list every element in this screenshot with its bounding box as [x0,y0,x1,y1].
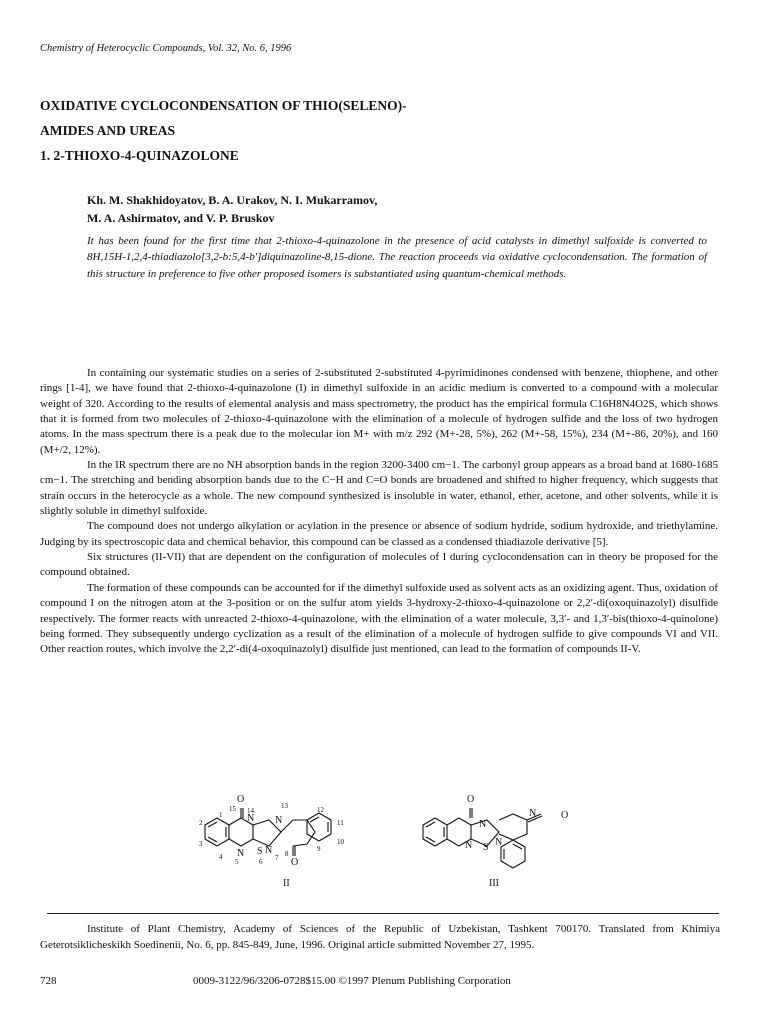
label-nitrogen-II-14: N [247,813,255,824]
article-title [40,93,700,168]
title-line-2: AMIDES AND UREAS [40,123,176,138]
label-pos-14: 14 [247,807,254,815]
footnote-divider [47,913,719,914]
label-pos-6: 6 [259,858,263,866]
paragraph-5: The formation of these compounds can be accounted for if the dimethyl sulfoxide used as solvent acts as an oxidizing agent. Thus, oxidation of compound I on the nitrogen atom at the 3-position or on the sulfur atom yields 3-hydroxy-2-thioxo-4-quinazolone or 2,2′-di(oxoquinazolyl) disulfide respectively. The former reacts with unreacted 2-thioxo-4-quinazolone, with the elimination of a water molecule, 3,3′- and 1,3′-bis(thioxo-4-quinolone) being formed. They subsequently undergo cyclization as a result of the elimination of a molecule of hydrogen sulfide to give compounds VI and VII. Other reaction routes, which involve the 2,2′-di(4-oxoquinazolyl) disulfide just mentioned, can lead to the formation of compounds II-V. [40,581,718,656]
label-pos-10: 10 [337,838,344,846]
paragraph-1: In containing our systematic studies on a series of 2-substituted 2-substituted 4-pyrimidinones condensed with benzene, thiophene, and other rings [1-4], we have found that 2-thioxo-4-quinazolone (I) in dimethyl sulfoxide in an acidic medium is converted to a compound with a molecular weight of 320. According to the results of elemental analysis and mass spectrometry, the product has the empirical formula C16H8N4O2S, which shows that it is formed from two molecules of 2-thioxo-4-quinazolone with the elimination of a molecule of hydrogen sulfide and the loss of two hydrogen atoms. In the mass spectrum there is a peak due to the molecular ion M+ with m/z 292 (M+-28, 5%), 262 (M+-58, 15%), 234 (M+-86, 20%), and 160 (M+/2, 12%). [40,367,718,456]
label-pos-3: 3 [199,840,203,848]
authors-line-2: M. A. Ashirmatov, and V. P. Bruskov [87,211,275,225]
body-text [40,366,718,658]
label-pos-1: 1 [219,811,223,819]
structure-III [423,808,542,868]
label-nitrogen-III-4: N [529,808,537,819]
label-pos-11: 11 [337,819,344,827]
label-pos-15: 15 [229,805,236,813]
label-pos-4: 4 [219,853,223,861]
label-sulfur-II: S [257,846,263,857]
copyright-line: 0009-3122/96/3206-0728$15.00 ©1997 Plenum Publishing Corporation [193,975,511,987]
caption-II: II [283,878,290,889]
structures-figure [195,790,595,902]
journal-citation: Chemistry of Heterocyclic Compounds, Vol. 32, No. 6, 1996 [40,43,292,54]
paragraph-4: Six structures (II-VII) that are dependent on the configuration of molecules of I during cyclocondensation can in theory be proposed for the compound obtained. [40,551,718,579]
label-oxygen-III-right: O [561,810,569,821]
label-pos-13: 13 [281,802,288,810]
label-nitrogen-III-1: N [479,819,487,830]
title-line-1: OXIDATIVE CYCLOCONDENSATION OF THIO(SELENO)- [40,98,407,113]
chemical-structures-drawing [195,790,595,902]
abstract: It has been found for the first time that 2-thioxo-4-quinazolone in the presence of acid catalysts in dimethyl sulfoxide is converted to 8H,15H-1,2,4-thiadiazolo[3,2-b:5,4-b']diquinazoline-8,15-dione. The reaction proceeds via oxidative cyclocondensation. The formation of this structure in preference to five other proposed isomers is substantiated using quantum-chemical methods. [87,235,707,280]
label-oxygen-III-top: O [467,794,475,805]
authors [87,191,687,227]
label-pos-9: 9 [317,845,321,853]
footnote-text: Institute of Plant Chemistry, Academy of Sciences of the Republic of Uzbekistan, Tashkent 700170. Translated from Khimiya Geterotsiklicheskikh Soedinenii, No. 6, pp. 845-849, June, 1996. Original article submitted November 27, 1995. [40,923,720,951]
label-pos-8: 8 [285,850,289,858]
page-number: 728 [40,975,57,987]
authors-line-1: Kh. M. Shakhidoyatov, B. A. Urakov, N. I. Mukarramov, [87,193,378,207]
footnote [40,921,720,953]
label-pos-12: 12 [317,806,324,814]
label-nitrogen-III-3: N [495,837,503,848]
label-oxygen-II-top: O [237,794,245,805]
label-nitrogen-II-13: N [275,815,283,826]
label-nitrogen-III-2: N [465,840,473,851]
caption-III: III [489,878,499,889]
label-pos-7: 7 [275,854,279,862]
title-line-3: 1. 2-THIOXO-4-QUINAZOLONE [40,148,239,163]
paragraph-2: In the IR spectrum there are no NH absorption bands in the region 3200-3400 cm−1. The carbonyl group appears as a broad band at 1680-1685 cm−1. The stretching and bending absorption bands due to the C−H and C=O bonds are broadened and shifted to higher frequency, which suggests that strain occurs in the heterocycle as a whole. The new compound synthesized is insoluble in water, ethanol, ether, acetone, and other solvents, while it is slightly soluble in dimethyl sulfoxide. [40,459,718,518]
label-sulfur-III: S [483,842,489,853]
label-nitrogen-II-7: N [265,845,273,856]
label-pos-5: 5 [235,858,239,866]
label-oxygen-II-bottom: O [291,857,299,868]
paragraph-3: The compound does not undergo alkylation or acylation in the presence or absence of sodium hydride, sodium hydroxide, and triethylamine. Judging by its spectroscopic data and chemical behavior, this compound can be classed as a condensed thiadiazole derivative [5]. [40,520,718,548]
label-pos-2: 2 [199,819,203,827]
label-nitrogen-II-5: N [237,848,245,859]
